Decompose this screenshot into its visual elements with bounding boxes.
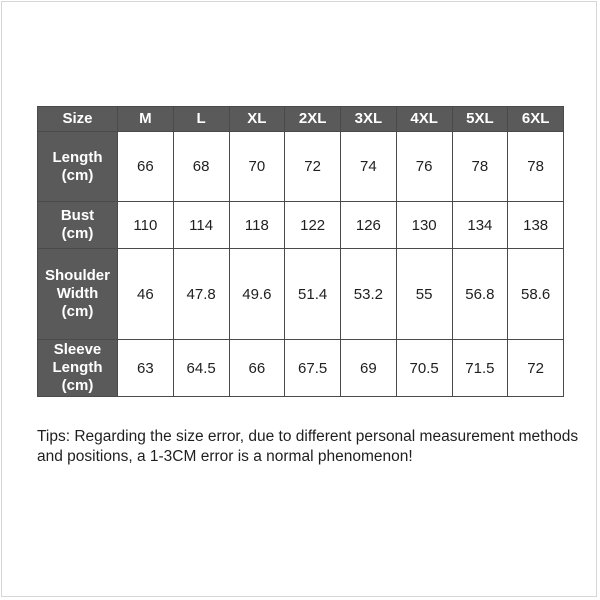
bust-value: 110 bbox=[118, 202, 174, 249]
length-value: 76 bbox=[396, 132, 452, 202]
bust-value: 118 bbox=[229, 202, 285, 249]
sleeve-length-row bbox=[38, 340, 564, 397]
sleeve-length-value: 70.5 bbox=[396, 340, 452, 397]
shoulder-width-value: 51.4 bbox=[285, 249, 341, 340]
size-6xl-header: 6XL bbox=[508, 107, 564, 132]
bust-row-label: Bust (cm) bbox=[38, 202, 118, 249]
shoulder-width-row-label: Shoulder Width (cm) bbox=[38, 249, 118, 340]
length-value: 74 bbox=[341, 132, 397, 202]
sleeve-length-value: 66 bbox=[229, 340, 285, 397]
shoulder-width-value: 55 bbox=[396, 249, 452, 340]
length-value: 78 bbox=[508, 132, 564, 202]
sleeve-length-value: 69 bbox=[341, 340, 397, 397]
size-4xl-header: 4XL bbox=[396, 107, 452, 132]
sleeve-length-value: 71.5 bbox=[452, 340, 508, 397]
bust-row bbox=[38, 202, 564, 249]
size-5xl-header: 5XL bbox=[452, 107, 508, 132]
size-header-row bbox=[38, 107, 564, 132]
length-row bbox=[38, 132, 564, 202]
sleeve-length-row-label: Sleeve Length (cm) bbox=[38, 340, 118, 397]
length-value: 70 bbox=[229, 132, 285, 202]
length-value: 78 bbox=[452, 132, 508, 202]
size-l-header: L bbox=[173, 107, 229, 132]
length-value: 66 bbox=[118, 132, 174, 202]
size-chart-table bbox=[37, 106, 564, 397]
shoulder-width-value: 49.6 bbox=[229, 249, 285, 340]
size-3xl-header: 3XL bbox=[341, 107, 397, 132]
bust-value: 138 bbox=[508, 202, 564, 249]
sleeve-length-value: 67.5 bbox=[285, 340, 341, 397]
shoulder-width-value: 58.6 bbox=[508, 249, 564, 340]
sleeve-length-value: 64.5 bbox=[173, 340, 229, 397]
shoulder-width-row bbox=[38, 249, 564, 340]
shoulder-width-value: 56.8 bbox=[452, 249, 508, 340]
sleeve-length-value: 63 bbox=[118, 340, 174, 397]
sleeve-length-value: 72 bbox=[508, 340, 564, 397]
shoulder-width-value: 53.2 bbox=[341, 249, 397, 340]
size-xl-header: XL bbox=[229, 107, 285, 132]
size-m-header: M bbox=[118, 107, 174, 132]
shoulder-width-value: 46 bbox=[118, 249, 174, 340]
size-2xl-header: 2XL bbox=[285, 107, 341, 132]
length-value: 72 bbox=[285, 132, 341, 202]
length-row-label: Length (cm) bbox=[38, 132, 118, 202]
bust-value: 122 bbox=[285, 202, 341, 249]
size-header-label: Size bbox=[38, 107, 118, 132]
bust-value: 114 bbox=[173, 202, 229, 249]
bust-value: 134 bbox=[452, 202, 508, 249]
shoulder-width-value: 47.8 bbox=[173, 249, 229, 340]
bust-value: 126 bbox=[341, 202, 397, 249]
size-tips-note: Tips: Regarding the size error, due to different personal measurement methods and positions, a 1-3CM error is a normal phenomenon! bbox=[37, 428, 579, 465]
bust-value: 130 bbox=[396, 202, 452, 249]
length-value: 68 bbox=[173, 132, 229, 202]
